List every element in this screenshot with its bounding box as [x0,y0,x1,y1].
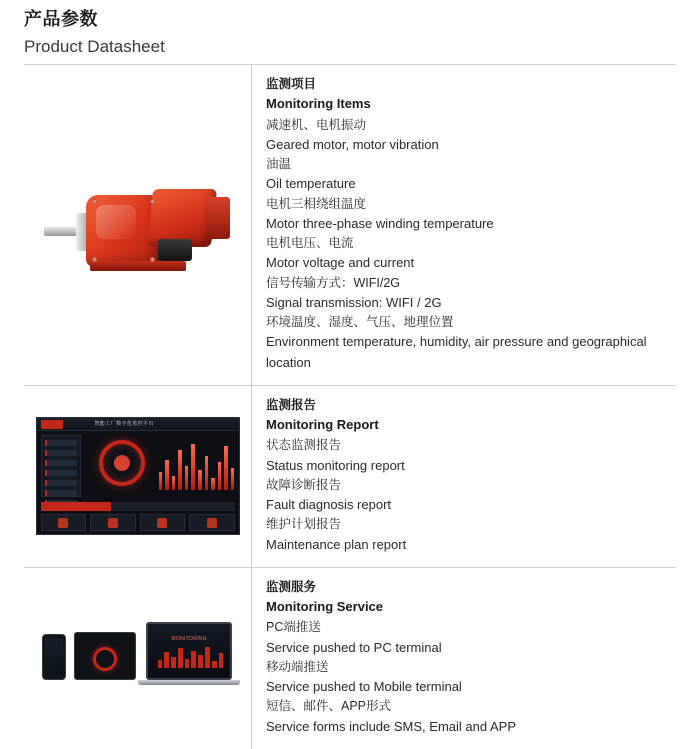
dashboard-title: 智能工厂数字化监控平台 [94,421,154,428]
group-title-en: Monitoring Service [266,599,384,615]
monitoring-report-cell [252,386,676,567]
item-cn: 油温 [266,157,292,172]
group-title-cn: 监测服务 [266,579,317,594]
item-cn: 电机电压、电流 [266,236,354,251]
table-row [24,65,676,386]
gauge-icon [99,440,145,486]
group-title-cn: 监测报告 [266,397,317,412]
item-en: Maintenance plan report [266,536,407,552]
page-header [0,0,700,58]
item-en: Status monitoring report [266,457,405,473]
item-cn: 环境温度、湿度、气压、地理位置 [266,315,454,330]
group-title-en: Monitoring Items [266,96,371,112]
item-cn: 减速机、电机振动 [266,117,367,132]
item-cn: 故障诊断报告 [266,477,342,492]
item-en: Environment temperature, humidity, air pressure and geographical location [266,334,647,370]
item-en: Service pushed to PC terminal [266,639,442,655]
monitoring-dashboard-screenshot [24,386,252,567]
item-en: Fault diagnosis report [266,497,392,513]
dashboard-illustration [36,417,240,535]
item-en: Oil temperature [266,176,356,192]
page-title-cn: 产品参数 [24,9,98,29]
monitoring-service-cell [252,568,676,749]
item-en: Motor three-phase winding temperature [266,215,494,231]
item-cn: 状态监测报告 [266,438,342,453]
table-row [24,386,676,568]
group-title-cn: 监测项目 [266,77,317,91]
item-cn: 移动端推送 [266,659,329,674]
item-en: Service forms include SMS, Email and APP [266,718,516,734]
multi-device-display-photo [24,568,252,749]
item-cn: 信号传输方式：WIFI/2G [266,275,401,290]
table-row [24,568,676,749]
item-cn: 短信、邮件、APP形式 [266,699,392,714]
devices-illustration [36,608,240,708]
geared-motor-illustration [38,165,238,285]
item-en: Signal transmission: WIFI / 2G [266,294,442,310]
item-en: Service pushed to Mobile terminal [266,679,462,695]
phone-icon [42,634,66,680]
item-en: Motor voltage and current [266,255,415,271]
item-en: Geared motor, motor vibration [266,136,439,152]
datasheet-table [24,64,676,749]
item-cn: PC端推送 [266,620,321,635]
geared-motor-photo [24,65,252,385]
bar-chart-graphic [159,438,235,490]
monitoring-items-cell [252,65,676,385]
item-cn: 维护计划报告 [266,517,342,532]
brand-logo-icon [41,420,63,429]
tablet-icon [74,632,136,680]
item-cn: 电机三相绕组温度 [266,196,367,211]
page-title-en: Product Datasheet [24,36,165,56]
group-title-en: Monitoring Report [266,417,379,433]
laptop-icon: MONITORING [146,622,232,680]
